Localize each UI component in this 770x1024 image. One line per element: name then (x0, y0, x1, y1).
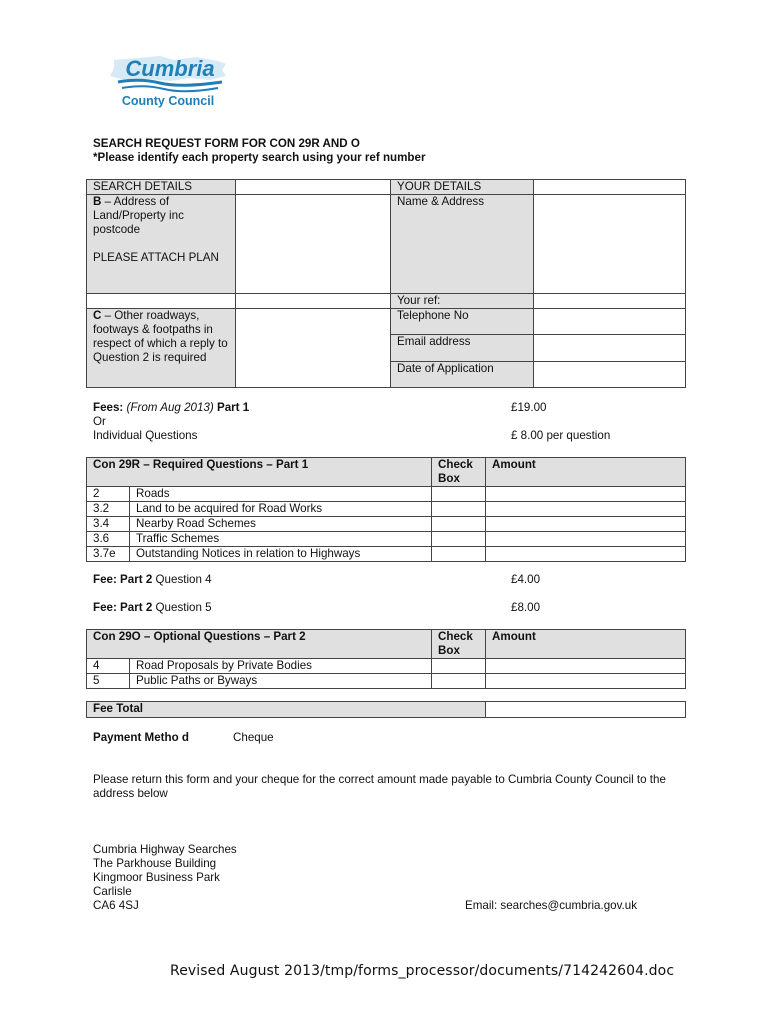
question-number: 2 (87, 487, 130, 502)
part2-header: Con 29O – Optional Questions – Part 2 (87, 630, 432, 659)
other-roadways-letter: C (93, 309, 102, 322)
fees-line (93, 401, 249, 415)
part2-check-header: Check Box (432, 630, 486, 659)
question-number: 3.2 (87, 502, 130, 517)
amount-input[interactable] (486, 487, 686, 502)
check-box[interactable] (432, 487, 486, 502)
fee-part2-q5-amount: £8.00 (511, 601, 541, 614)
question-number: 3.7e (87, 547, 130, 562)
svg-text:County Council: County Council (121, 94, 215, 108)
cumbria-county-council-logo (100, 50, 240, 116)
question-number: 3.6 (87, 532, 130, 547)
blank-cell (87, 294, 236, 309)
fee-part2-q4-amount: £4.00 (511, 573, 541, 586)
address-label-text: – Address of Land/Property inc postcode (93, 195, 184, 236)
address-line: Carlisle (93, 885, 132, 898)
address-line: Cumbria Highway Searches (93, 843, 237, 856)
check-box[interactable] (432, 659, 486, 674)
amount-input[interactable] (486, 674, 686, 689)
fee-total-label: Fee Total (87, 702, 486, 718)
your-ref-label: Your ref: (391, 294, 534, 309)
fees-per-question: £ 8.00 per question (511, 429, 611, 442)
table-row (87, 659, 686, 674)
date-of-application-input[interactable] (534, 362, 686, 388)
return-address (93, 843, 237, 913)
other-roadways-input[interactable] (236, 309, 391, 388)
question-label: Roads (130, 487, 432, 502)
return-instructions: Please return this form and your cheque for the correct amount made payable to Cumbria County Council to the address below (93, 773, 666, 800)
address-line: Kingmoor Business Park (93, 871, 220, 884)
table-row (87, 532, 686, 547)
fee-total-input[interactable] (486, 702, 686, 718)
check-box[interactable] (432, 674, 486, 689)
address-label (87, 195, 236, 294)
fee-part2-q4-label: Fee: Part 2 (93, 573, 153, 586)
amount-input[interactable] (486, 547, 686, 562)
address-input[interactable] (236, 195, 391, 294)
check-box[interactable] (432, 532, 486, 547)
fees-or: Or (93, 415, 106, 428)
question-number: 5 (87, 674, 130, 689)
fee-part2-q4 (93, 573, 212, 587)
fees-individual: Individual Questions (93, 429, 198, 442)
form-title: SEARCH REQUEST FORM FOR CON 29R AND O (93, 137, 360, 150)
details-table (86, 179, 686, 388)
part1-check-header: Check Box (432, 458, 486, 487)
document-footer: Revised August 2013/tmp/forms_processor/documents/714242604.doc (170, 963, 675, 979)
address-line: CA6 4SJ (93, 899, 139, 912)
telephone-input[interactable] (534, 309, 686, 335)
part1-header: Con 29R – Required Questions – Part 1 (87, 458, 432, 487)
telephone-label: Telephone No (391, 309, 534, 335)
check-box[interactable] (432, 547, 486, 562)
payment-method-label: Payment Metho d (93, 731, 189, 744)
fee-part2-q4-text: Question 4 (155, 573, 212, 586)
email-label: Email address (391, 335, 534, 362)
fee-part2-q5-label: Fee: Part 2 (93, 601, 153, 614)
part1-table (86, 457, 686, 562)
fees-part: Part 1 (216, 401, 250, 414)
amount-input[interactable] (486, 517, 686, 532)
part2-amount-header: Amount (486, 630, 686, 659)
amount-input[interactable] (486, 659, 686, 674)
question-label: Road Proposals by Private Bodies (130, 659, 432, 674)
amount-input[interactable] (486, 532, 686, 547)
name-address-label: Name & Address (391, 195, 534, 294)
other-roadways-text: – Other roadways, footways & footpaths in respect of which a reply to Question 2 is required (93, 309, 228, 364)
question-number: 4 (87, 659, 130, 674)
table-row (87, 674, 686, 689)
form-subtitle: *Please identify each property search using your ref number (93, 151, 426, 164)
table-row (87, 517, 686, 532)
contact-email: Email: searches@cumbria.gov.uk (465, 899, 637, 912)
blank-input[interactable] (236, 294, 391, 309)
your-details-header: YOUR DETAILS (391, 180, 534, 195)
question-label: Land to be acquired for Road Works (130, 502, 432, 517)
search-details-header-input[interactable] (236, 180, 391, 195)
question-number: 3.4 (87, 517, 130, 532)
check-box[interactable] (432, 517, 486, 532)
fees-amount: £19.00 (511, 401, 547, 414)
question-label: Nearby Road Schemes (130, 517, 432, 532)
question-label: Outstanding Notices in relation to Highways (130, 547, 432, 562)
address-line: The Parkhouse Building (93, 857, 217, 870)
check-box[interactable] (432, 502, 486, 517)
part1-amount-header: Amount (486, 458, 686, 487)
search-details-header: SEARCH DETAILS (87, 180, 236, 195)
email-input[interactable] (534, 335, 686, 362)
fee-total-table (86, 701, 686, 718)
part2-table (86, 629, 686, 689)
question-label: Traffic Schemes (130, 532, 432, 547)
other-roadways-label (87, 309, 236, 388)
table-row (87, 502, 686, 517)
fees-label: Fees: (93, 401, 124, 414)
your-ref-input[interactable] (534, 294, 686, 309)
fees-from: (From Aug 2013) (126, 401, 214, 414)
table-row (87, 547, 686, 562)
your-details-header-input[interactable] (534, 180, 686, 195)
table-row (87, 487, 686, 502)
amount-input[interactable] (486, 502, 686, 517)
payment-method-value: Cheque (233, 731, 274, 744)
date-of-application-label: Date of Application (391, 362, 534, 388)
fee-part2-q5 (93, 601, 212, 615)
question-label: Public Paths or Byways (130, 674, 432, 689)
attach-plan-note: PLEASE ATTACH PLAN (93, 251, 219, 264)
fee-part2-q5-text: Question 5 (155, 601, 212, 614)
address-label-letter: B (93, 195, 102, 208)
svg-text:Cumbria: Cumbria (125, 56, 215, 81)
name-address-input[interactable] (534, 195, 686, 294)
